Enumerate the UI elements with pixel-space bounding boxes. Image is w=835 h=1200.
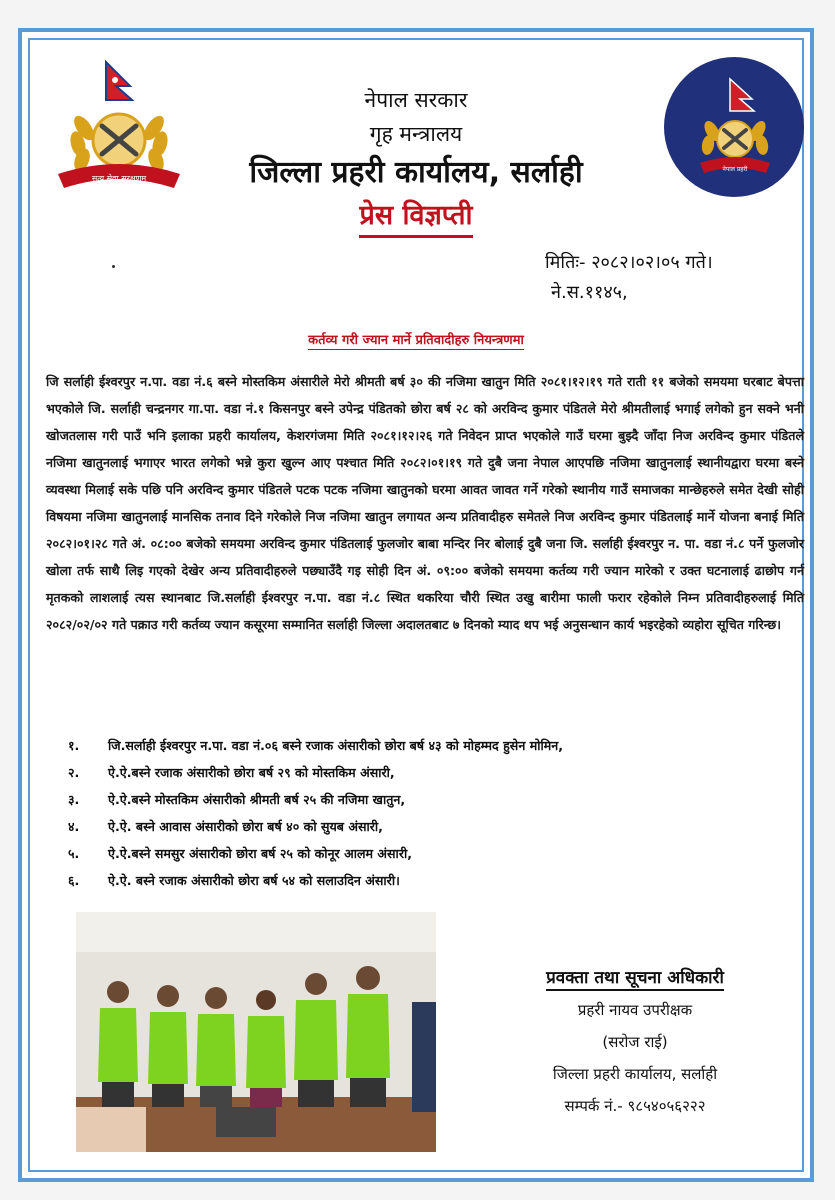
badge-text: नेपाल प्रहरी: [722, 166, 748, 173]
press-release-page: [18, 28, 814, 1182]
signatory-title: प्रवक्ता तथा सूचना अधिकारी: [470, 962, 800, 994]
list-item: १. जि.सर्लाही ईश्वरपुर न.पा. वडा नं.०६ बस्ने रजाक अंसारीको छोरा बर्ष ४३ को मोहम्मद हुसेन मोमिन,: [68, 738, 564, 753]
date-reference-block: [545, 248, 713, 308]
reference-number: ने.स.११४५,: [551, 282, 628, 303]
signature-block: [470, 962, 800, 1122]
stray-dot: [112, 265, 115, 268]
suspect-list: [68, 732, 788, 894]
signatory-contact: सम्पर्क नं.- ९८५४०५६२२२: [564, 1097, 706, 1115]
subject-line: [30, 330, 802, 348]
list-item: ४. ऐ.ऐ. बस्ने आवास अंसारीको छोरा बर्ष ४० को सुयब अंसारी,: [68, 819, 383, 834]
inner-border: [28, 38, 804, 1172]
list-item: ६. ऐ.ऐ. बस्ने रजाक अंसारीको छोरा बर्ष ५४ को सलाउदिन अंसारी।: [68, 873, 400, 888]
government-name: नेपाल सरकार: [364, 88, 468, 112]
signatory-rank: प्रहरी नायव उपरीक्षक: [577, 1001, 693, 1019]
subject-text: कर्तव्य गरी ज्यान मार्ने प्रतिवादीहरु नियन्त्रणमा: [308, 333, 524, 348]
list-item: २. ऐ.ऐ.बस्ने रजाक अंसारीको छोरा बर्ष २९ को मोस्तकिम अंसारी,: [68, 765, 395, 780]
body-paragraph: जि सर्लाही ईश्वरपुर न.पा. वडा नं.६ बस्ने मोस्तकिम अंसारीले मेरो श्रीमती बर्ष ३० की नजिमा खातुन मिति २०८१।१२।१९ गते राती ११ बजेको समयमा घरबाट बेपत्ता भएकोले जि. सर्लाही चन्द्रनगर गा.पा. वडा नं.१ किसनपुर बस्ने उपेन्द्र पंडितको छोरा बर्ष २८ को अरविन्द कुमार पंडितले मेरो श्रीमतीलाई भगाई लगेको हुन सक्ने भनी खोजतलास गरी पाउँ भनि इलाका प्रहरी कार्यालय, केशरगंजमा मिति २०८१।१२।२६ गते निवेदन प्राप्त भएकोले गाउँ घरमा बुझ्दै जाँदा निज अरविन्द कुमार पंडितले नजिमा खातुनलाई भगाएर भारत लगेको भन्ने कुरा खुल्न आए पश्चात मिति २०८२।०१।१९ गते दुबै जना नेपाल आएपछि नजिमा खातुनलाई स्थानीयद्वारा घरमा बस्ने व्यवस्था मिलाई सके पछि पनि अरविन्द कुमार पंडितले पटक पटक नजिमा खातुनको घरमा आवत जावत गर्ने गरेको स्थानीय गाउँ समाजका मान्छेहरुले समेत देखी सोही विषयमा नजिमा खातुनलाई मानसिक तनाव दिने गरेकोले निज नजिमा खातुन लगायत अन्य प्रतिवादीहरु समेतले निज अरविन्द कुमार पंडितलाई मार्ने योजना बनाई मिति २०८२।०१।२८ गते अं. ०८:०० बजेको समयमा अरविन्द कुमार पंडितलाई फुलजोर बाबा मन्दिर निर बोलाई दुबै जना जि. सर्लाही ईश्वरपुर न. पा. वडा नं.८ पर्ने फुलजोर खोला तर्फ साथै लिइ गएको देखेर अन्य प्रतिवादीहरुले पछ्याउँदै गइ सोही दिन अं. ०९:०० बजेको समयमा कर्तव्य गरी ज्यान मारेको र उक्त घटनालाई ढाछोप गर्न मृतकको लाशलाई त्यस स्थानबाट जि.सर्लाही ईश्वरपुर न.पा. वडा नं.८ स्थित थकरिया चौरी स्थित उखु बारीमा फाली फरार रहेकोले निम्न प्रतिवादीहरुलाई मिति २०८२/०२/०२ गते पक्राउ गरी कर्तव्य ज्यान कसूरमा सम्मानित सर्लाही जिल्ला अदालतबाट ७ दिनको म्याद थप भई अनुसन्धान कार्य भइरहेको व्यहोरा सूचित गरिन्छ।: [46, 374, 804, 632]
letterhead: [30, 85, 802, 238]
ministry-name: गृह मन्त्रालय: [369, 122, 463, 146]
emblem-motto-left: सत्य सेवा सुरक्षणम्: [91, 174, 147, 183]
office-name: जिल्ला प्रहरी कार्यालय, सर्लाही: [249, 155, 583, 190]
detainees-photo: [76, 912, 436, 1152]
release-date: मितिः- २०८२।०२।०५ गते।: [545, 252, 713, 273]
signatory-office: जिल्ला प्रहरी कार्यालय, सर्लाही: [552, 1065, 718, 1083]
press-release-title: प्रेस विज्ञप्ती: [359, 199, 472, 238]
signatory-name: (सरोज राई): [602, 1033, 668, 1051]
list-item: ३. ऐ.ऐ.बस्ने मोस्तकिम अंसारीको श्रीमती बर्ष २५ की नजिमा खातुन,: [68, 792, 406, 807]
list-item: ५. ऐ.ऐ.बस्ने समसुर अंसारीको छोरा बर्ष २५ को कोनूर आलम अंसारी,: [68, 846, 413, 861]
